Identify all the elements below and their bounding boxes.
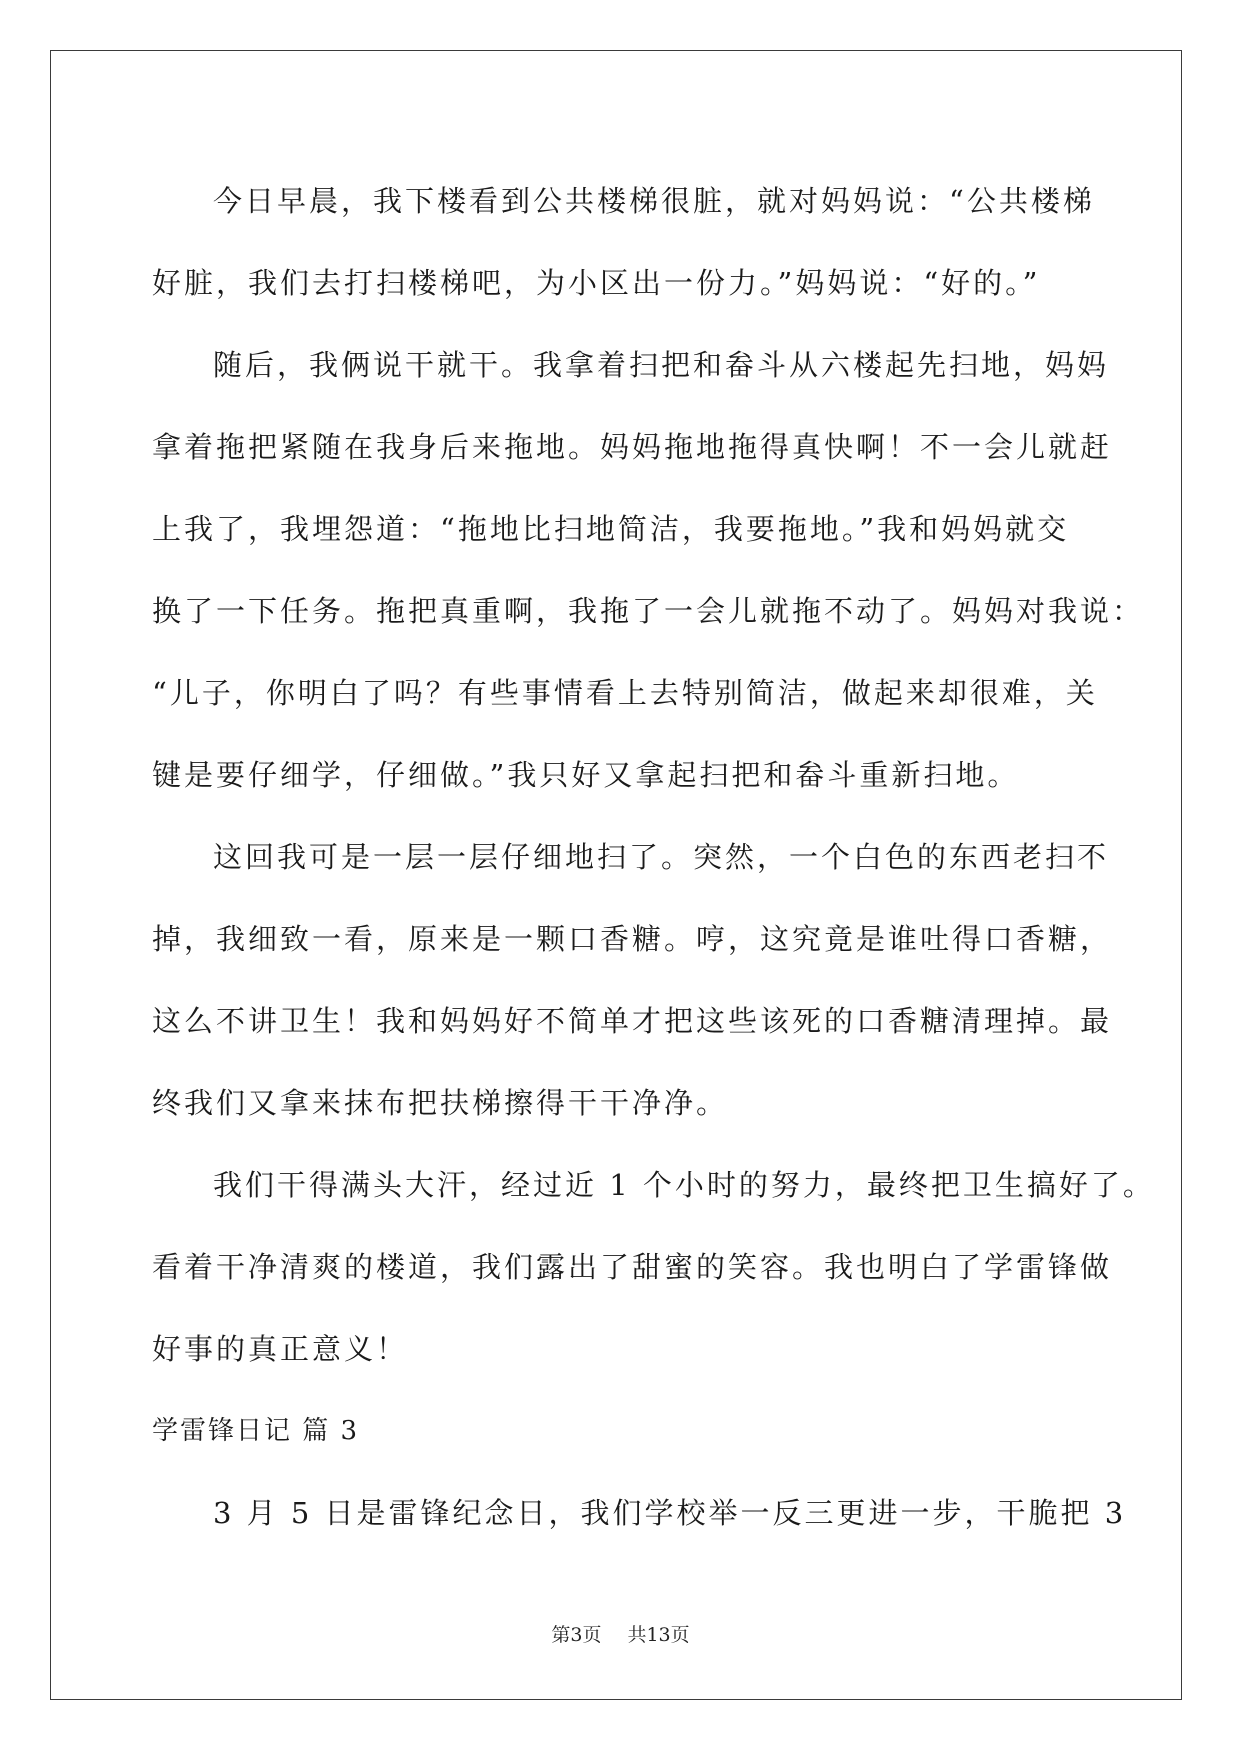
- paragraph-line: 我们干得满头大汗，经过近 1 个小时的努力，最终把卫生搞好了。: [213, 1168, 1155, 1202]
- paragraph-line: 随后，我俩说干就干。我拿着扫把和畚斗从六楼起先扫地，妈妈: [213, 348, 1110, 382]
- paragraph-line: 终我们又拿来抹布把扶梯擦得干干净净。: [152, 1086, 729, 1120]
- paragraph-line: 看着干净清爽的楼道，我们露出了甜蜜的笑容。我也明白了学雷锋做: [152, 1250, 1113, 1284]
- paragraph-line: 3 月 5 日是雷锋纪念日，我们学校举一反三更进一步，干脆把 3: [213, 1496, 1127, 1530]
- paragraph-line: “儿子，你明白了吗？有些事情看上去特别简洁，做起来却很难，关: [152, 676, 1098, 710]
- document-body: [152, 160, 1155, 1554]
- paragraph-line: 拿着拖把紧随在我身后来拖地。妈妈拖地拖得真快啊！不一会儿就赶: [152, 430, 1113, 464]
- paragraph-line: 键是要仔细学，仔细做。”我只好又拿起扫把和畚斗重新扫地。: [152, 758, 1020, 792]
- paragraph-line: 掉，我细致一看，原来是一颗口香糖。哼，这究竟是谁吐得口香糖，: [152, 922, 1113, 956]
- paragraph-line: 上我了，我埋怨道：“拖地比扫地简洁，我要拖地。”我和妈妈就交: [152, 512, 1070, 546]
- paragraph-line: 这回我可是一层一层仔细地扫了。突然，一个白色的东西老扫不: [213, 840, 1110, 874]
- paragraph-line: 今日早晨，我下楼看到公共楼梯很脏，就对妈妈说：“公共楼梯: [213, 184, 1095, 218]
- paragraph-line: 换了一下任务。拖把真重啊，我拖了一会儿就拖不动了。妈妈对我说：: [152, 594, 1145, 628]
- page-footer: [0, 1620, 1241, 1647]
- page-total: 共13页: [627, 1624, 690, 1646]
- paragraph-line: 这么不讲卫生！我和妈妈好不简单才把这些该死的口香糖清理掉。最: [152, 1004, 1113, 1038]
- paragraph-line: 好脏，我们去打扫楼梯吧，为小区出一份力。”妈妈说：“好的。”: [152, 266, 1041, 300]
- page-number: 第3页: [551, 1624, 602, 1646]
- paragraph-line: 好事的真正意义！: [152, 1332, 409, 1366]
- section-heading: 学雷锋日记 篇 3: [152, 1416, 360, 1446]
